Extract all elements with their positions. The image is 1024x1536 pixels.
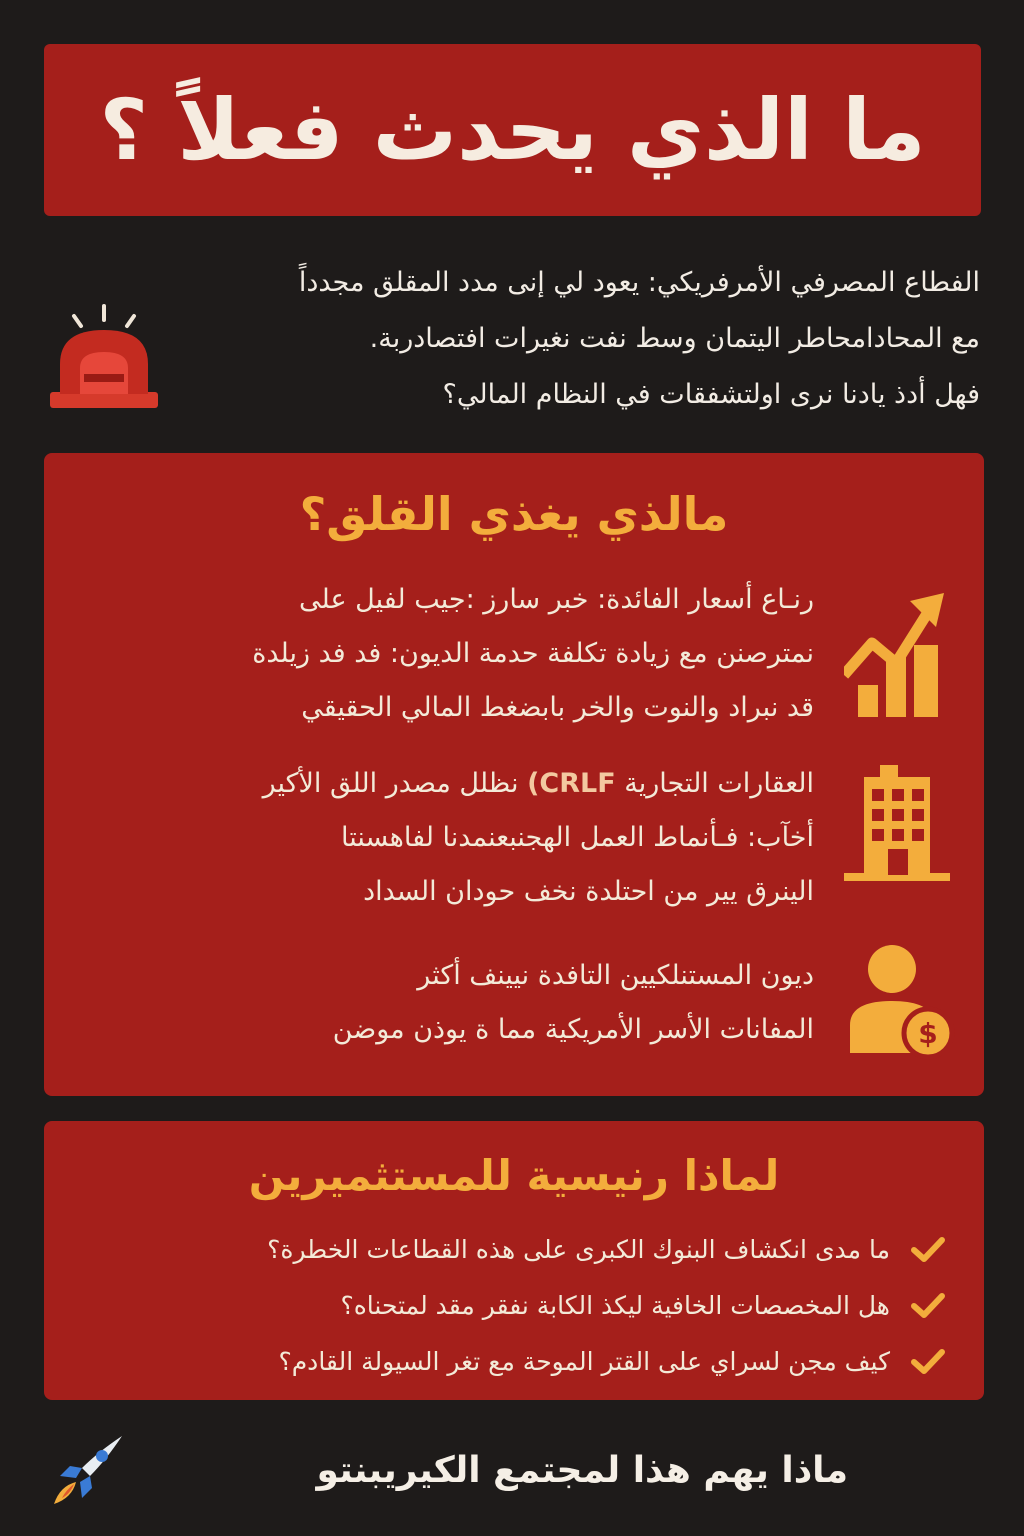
rocket-icon	[46, 1432, 126, 1512]
question-item	[88, 1277, 948, 1333]
questions-list	[88, 1221, 948, 1389]
concern-line: أخآب: فـأنماط العمل الهجنبعنمدنا لفاهسنتا	[341, 822, 814, 853]
footer	[0, 1430, 1024, 1520]
question-text: ما مدى انكشاف البنوك الكبرى على هذه القطاعات الخطرة؟	[267, 1234, 890, 1264]
concern-text: نظلل مصدر اللق الأكير	[262, 768, 519, 799]
question-item	[88, 1333, 948, 1389]
concern-line: الينرق يير من احتلدة نخف حودان السداد	[363, 876, 814, 907]
concerns-heading: مالذي يغذي القلق؟	[299, 487, 729, 541]
office-building-icon	[844, 765, 950, 881]
investors-heading: لماذا رنيسية للمستثميرين	[248, 1151, 780, 1200]
concern-line	[94, 757, 814, 811]
svg-text:$: $	[918, 1017, 938, 1050]
concern-line: نمترصنن مع زيادة تكلفة حدمة الديون: فد فد زيلدة	[252, 638, 814, 669]
intro-line: فهل أدذ يادنا نرى اولتشفقات في النظام المالي؟	[442, 379, 980, 410]
alarm-siren-icon	[48, 302, 160, 410]
concern-item-real-estate	[94, 757, 814, 919]
question-text: كيف مجن لسراي على القتر الموحة مع تغر السيولة القادم؟	[278, 1346, 890, 1376]
check-icon	[908, 1290, 948, 1320]
question-item	[88, 1221, 948, 1277]
investors-panel	[44, 1121, 984, 1400]
intro-line: مع المحادامحاطر اليتمان وسط نفت نغيرات افتصادربة.	[369, 323, 980, 354]
rising-chart-icon	[844, 593, 944, 717]
concern-text: العقارات التجارية	[624, 768, 814, 799]
concern-line: قد نبراد والنوت والخر بابضغط المالي الحقيقي	[301, 692, 814, 723]
concern-line: رنـاع أسعار الفائدة: خبر سارز :جيب لفيل على	[299, 584, 814, 615]
concern-item-rates	[94, 573, 814, 735]
page-title: ما الذي يحدث فعلاً ؟	[99, 81, 926, 179]
user-dollar-icon	[848, 941, 958, 1061]
intro-line: الفطاع المصرفي الأمرفريكي: يعود لي إنى مدد المقلق مجدداً	[298, 267, 980, 298]
concern-line: المفانات الأسر الأمريكية مما ة يوذن موضن	[332, 1014, 814, 1045]
intro-text	[180, 255, 980, 423]
concern-line: ديون المستنلكيين التافدة نيينف أكثر	[417, 960, 814, 991]
crlf-badge: (CRLF	[527, 768, 616, 799]
footer-text: ماذا يهم هذا لمجتمع الكيريبنتو	[316, 1450, 848, 1491]
concern-item-consumer-debt	[94, 949, 814, 1057]
concerns-panel	[44, 453, 984, 1096]
question-text: هل المخصصات الخافية ليكذ الكابة نفقر مقد لمتحناه؟	[340, 1290, 890, 1320]
check-icon	[908, 1346, 948, 1376]
check-icon	[908, 1234, 948, 1264]
title-banner	[44, 44, 981, 216]
